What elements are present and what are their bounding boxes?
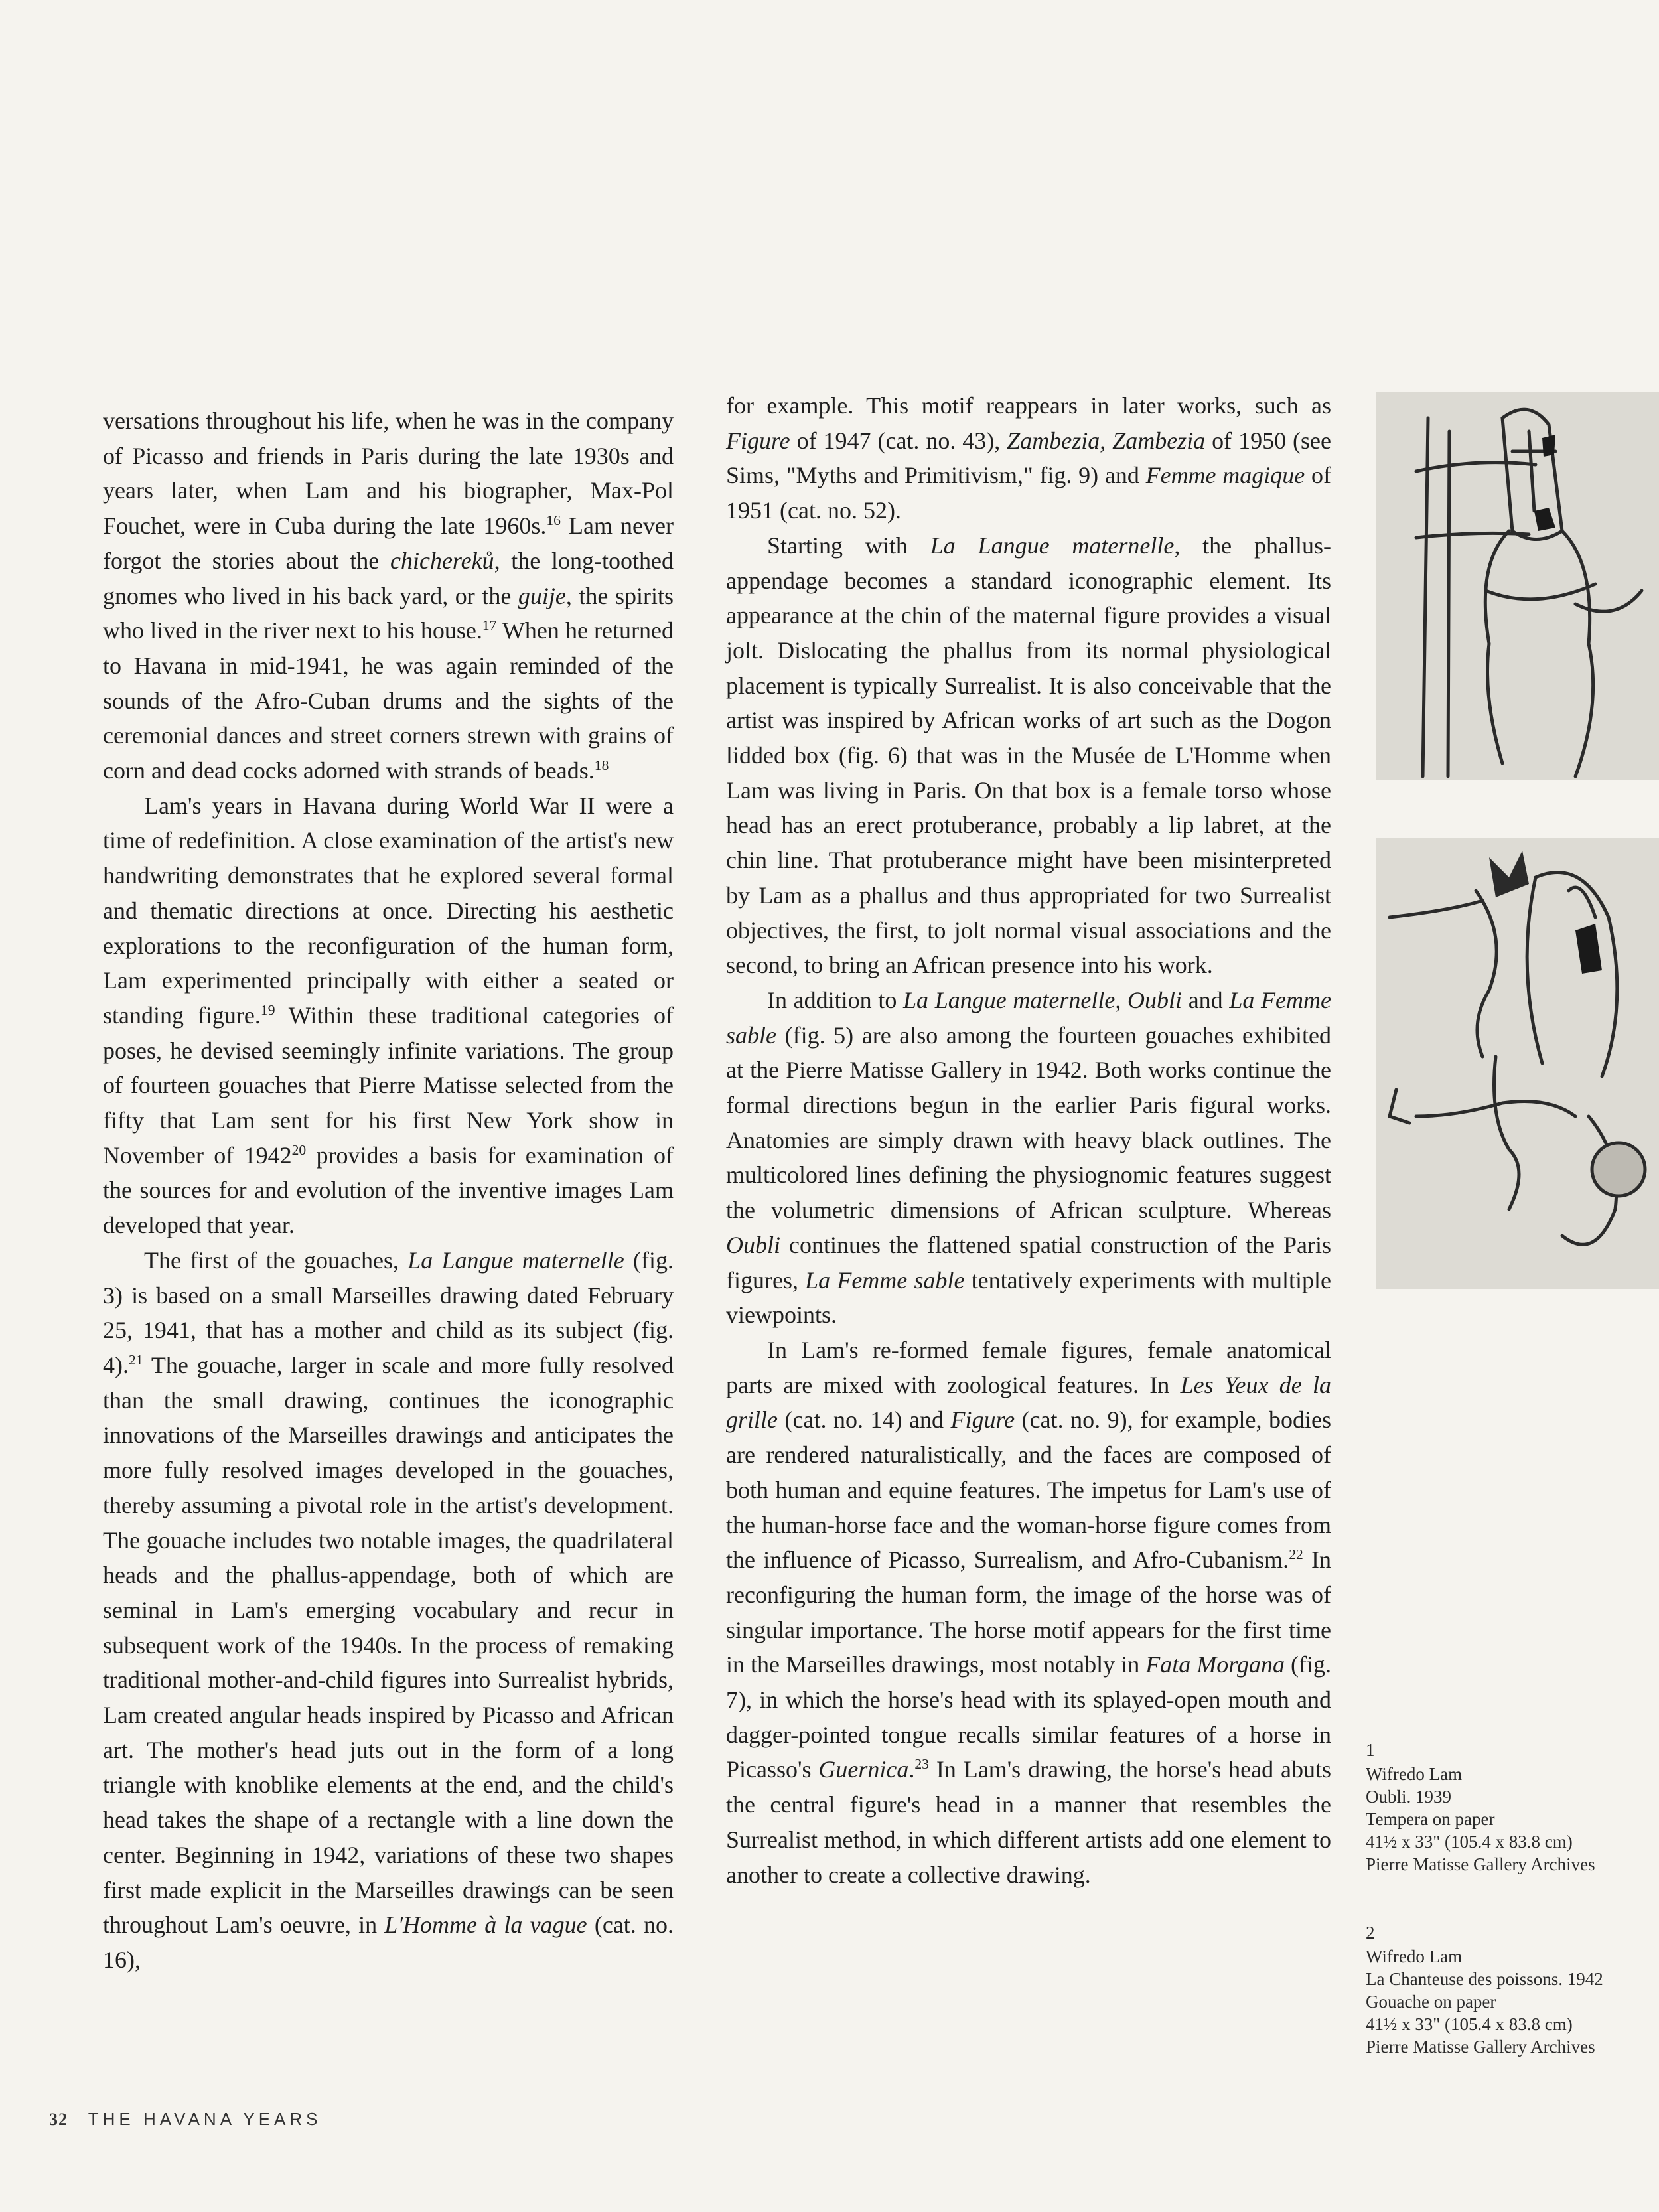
figure-caption-1 bbox=[1366, 1739, 1658, 1876]
caption-title: Oubli. 1939 bbox=[1366, 1787, 1452, 1806]
figure-caption-2 bbox=[1366, 1921, 1658, 2058]
caption-credit: Pierre Matisse Gallery Archives bbox=[1366, 2037, 1595, 2057]
caption-medium: Tempera on paper bbox=[1366, 1809, 1495, 1829]
paragraph: In addition to La Langue maternelle, Oubli and La Femme sable (fig. 5) are also among the fourteen gouaches exhibited at the Pierre Matisse Gallery in 1942. Both works continue the formal directions begun in the earlier Paris figural works. Anatomies are simply drawn with heavy black outlines. The multicolored lines defining the physiognomic features suggest the volumetric dimensions of African sculpture. Whereas Oubli continues the flattened spatial construction of the Paris figures, La Femme sable tentatively experiments with multiple viewpoints. bbox=[726, 986, 1331, 1329]
paragraph: versations throughout his life, when he was in the company of Picasso and friends in Paris during the late 1930s and years later, when Lam and his biographer, Max-Pol Fouchet, were in Cuba during the late 1960s.$^{16}$ Lam never forgot the stories about the chichereků, the long-toothed gnomes who lived in his back yard, or the guije, the spirits who lived in the river next to his house.$^{17}$ When he returned to Havana in mid-1941, he was again reminded of the sounds of the Afro-Cuban drums and the sights of the ceremonial dances and street corners strewn with grains of corn and dead cocks adorned with strands of beads.$^{18}$ bbox=[103, 407, 674, 784]
paragraph: for example. This motif reappears in later works, such as Figure of 1947 (cat. no. 43), Zambezia, Zambezia of 1950 (see Sims, "Myths and Primitivism," fig. 9) and Femme magique of 1951 (cat. no. 52). bbox=[726, 392, 1331, 524]
caption-credit: Pierre Matisse Gallery Archives bbox=[1366, 1854, 1595, 1874]
paragraph: The first of the gouaches, La Langue maternelle (fig. 3) is based on a small Marseilles drawing dated February 25, 1941, that has a mother and child as its subject (fig. 4).$^{21}$ The gouache, larger in scale and more fully resolved than the small drawing, continues the iconographic innovations of the Marseilles drawings and anticipates the more fully resolved images developed in the gouaches, thereby assuming a pivotal role in the artist's development. The gouache includes two notable images, the quadrilateral heads and the phallus-appendage, both of which are seminal in Lam's emerging vocabulary and recur in subsequent work of the 1940s. In the process of remaking traditional mother-and-child figures into Surrealist hybrids, Lam created angular heads inspired by Picasso and African art. The mother's head juts out in the form of a long triangle with knoblike elements at the end, and the child's head takes the shape of a rectangle with a line down the center. Beginning in 1942, variations of these two shapes first made explicit in the Marseilles drawings can be seen throughout Lam's oeuvre, in L'Homme à la vague (cat. no. 16), bbox=[103, 1246, 674, 1973]
paragraph: Starting with La Langue maternelle, the phallus-appendage becomes a standard iconographic element. Its appearance at the chin of the maternal figure provides a visual jolt. Dislocating the phallus from its normal physiological placement is typically Surrealist. It is also conceivable that the artist was inspired by African works of art such as the Dogon lidded box (fig. 6) that was in the Musée de L'Homme when Lam was living in Paris. On that box is a female torso whose head has an erect protuberance, probably a lip labret, at the chin line. That protuberance might have been misinterpreted by Lam as a phallus and thus appropriated for two Surrealist objectives, the first, to jolt normal visual associations and the second, to bring an African presence into his work. bbox=[726, 532, 1331, 979]
caption-number: 1 bbox=[1366, 1740, 1375, 1760]
caption-artist: Wifredo Lam bbox=[1366, 1764, 1463, 1784]
page-number: 32 bbox=[49, 2110, 68, 2129]
text-column-left bbox=[103, 404, 674, 1978]
running-title: THE HAVANA YEARS bbox=[88, 2109, 322, 2129]
caption-artist: Wifredo Lam bbox=[1366, 1947, 1463, 1966]
artwork-image-chanteuse-des-poissons bbox=[1376, 838, 1659, 1289]
caption-dimensions: 41½ x 33" (105.4 x 83.8 cm) bbox=[1366, 1832, 1573, 1852]
artwork-image-oubli bbox=[1376, 392, 1659, 780]
paragraph: In Lam's re-formed female figures, female anatomical parts are mixed with zoological features. In Les Yeux de la grille (cat. no. 14) and Figure (cat. no. 9), for example, bodies are rendered naturalistically, and the faces are composed of both human and equine features. The impetus for Lam's use of the human-horse face and the woman-horse figure comes from the influence of Picasso, Surrealism, and Afro-Cubanism.$^{22}$ In reconfiguring the human form, the image of the horse was of singular importance. The horse motif appears for the first time in the Marseilles drawings, most notably in Fata Morgana (fig. 7), in which the horse's head with its splayed-open mouth and dagger-pointed tongue recalls similar features of a horse in Picasso's Guernica.$^{23}$ In Lam's drawing, the horse's head abuts the central figure's head in a manner that resembles the Surrealist method, in which different artists add one element to another to create a collective drawing. bbox=[726, 1336, 1331, 1888]
caption-title: La Chanteuse des poissons. 1942 bbox=[1366, 1969, 1603, 1989]
caption-number: 2 bbox=[1366, 1923, 1375, 1943]
page-footer bbox=[49, 2109, 322, 2130]
caption-medium: Gouache on paper bbox=[1366, 1992, 1496, 2012]
paragraph: Lam's years in Havana during World War II were a time of redefinition. A close examination of the artist's new handwriting demonstrates that he explored several formal and thematic directions at once. Directing his aesthetic explorations to the reconfiguration of the human form, Lam experimented principally with either a seated or standing figure.$^{19}$ Within these traditional categories of poses, he devised seemingly infinite variations. The group of fourteen gouaches that Pierre Matisse selected from the fifty that Lam sent for his first New York show in November of 1942$^{20}$ provides a basis for examination of the sources for and evolution of the inventive images Lam developed that year. bbox=[103, 792, 674, 1239]
text-column-right bbox=[726, 388, 1331, 1892]
caption-dimensions: 41½ x 33" (105.4 x 83.8 cm) bbox=[1366, 2014, 1573, 2034]
